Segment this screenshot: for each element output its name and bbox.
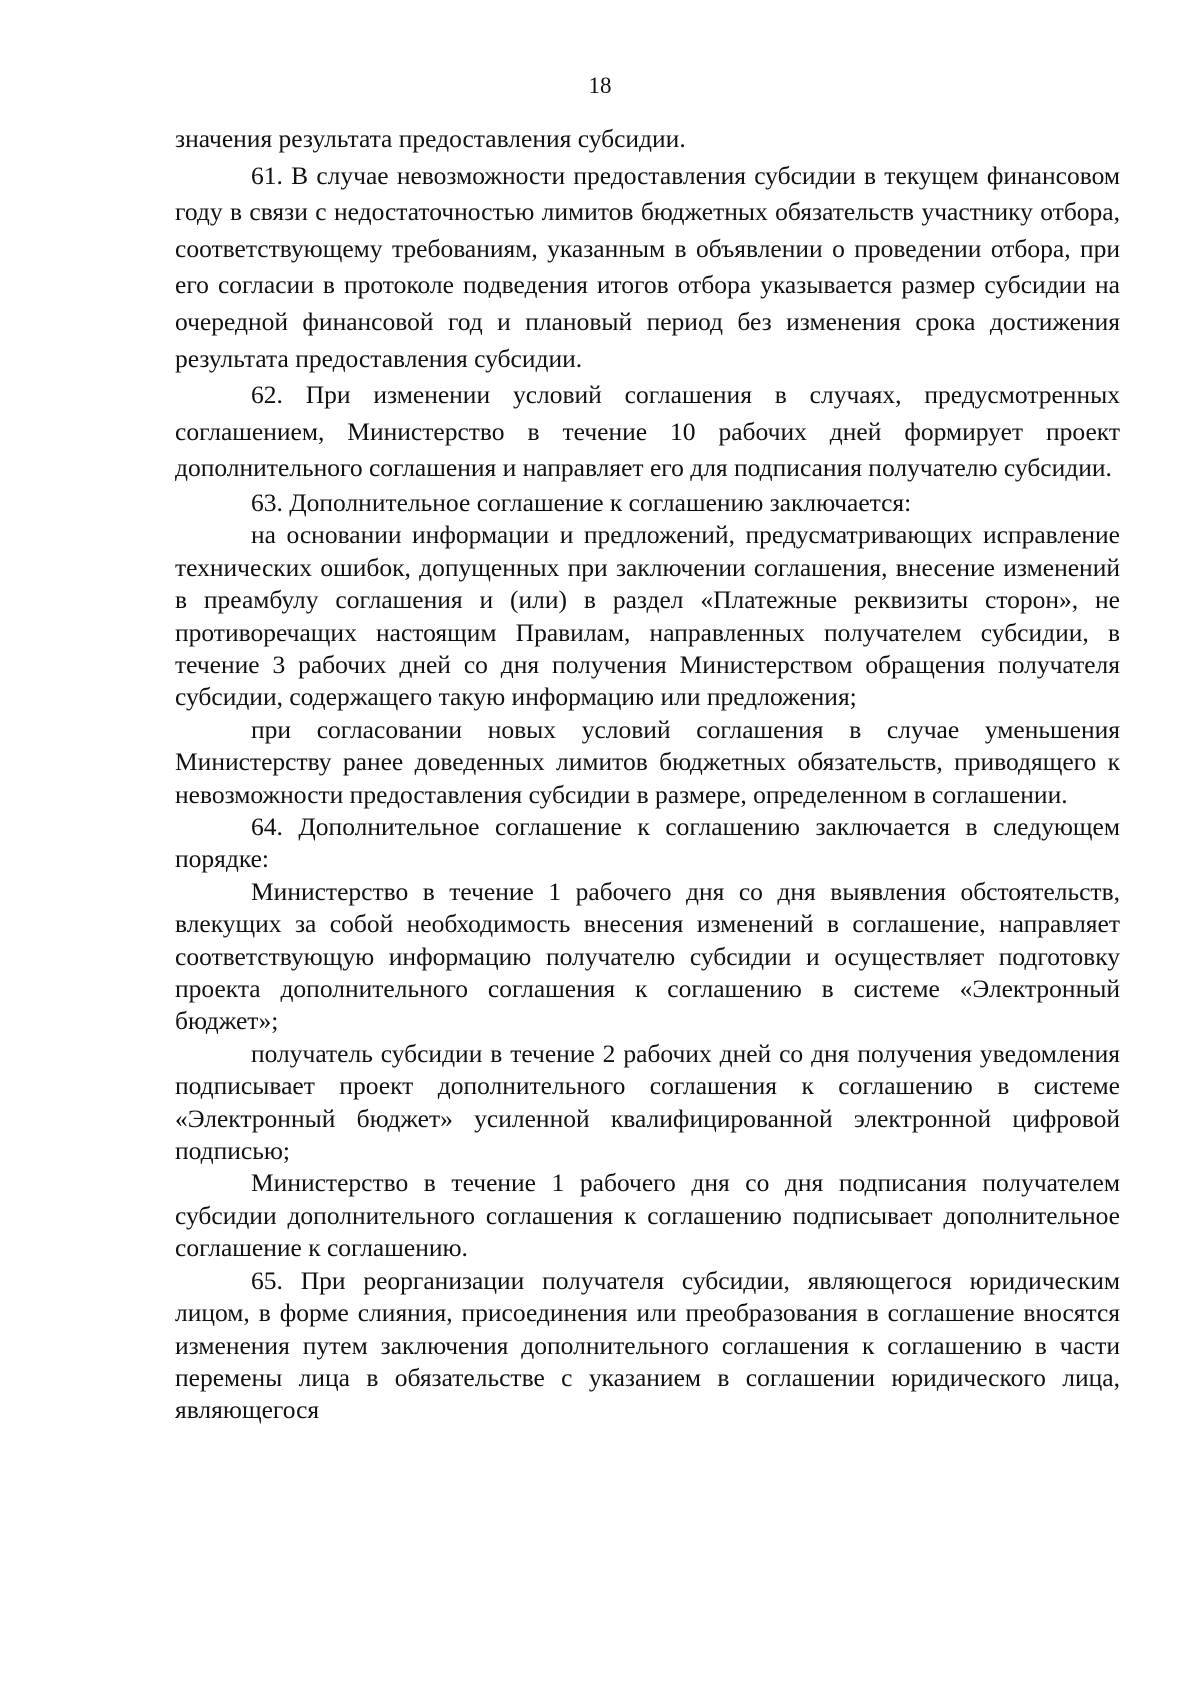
- page-number: 18: [588, 73, 612, 98]
- document-body: [175, 121, 1120, 1427]
- paragraph-64-item-1: Министерство в течение 1 рабочего дня со дня выявления обстоятельств, влекущих за собой необходимость внесения изменений в соглашение, направляет соответствующую информацию получателю субсидии и осуществляет подготовку проекта дополнительного соглашения к соглашению в системе «Электронный бюджет»;: [175, 876, 1120, 1036]
- paragraph-64: 64. Дополнительное соглашение к соглашению заключается в следующем порядке:: [175, 812, 1120, 874]
- paragraph-63-item-1: на основании информации и предложений, предусматривающих исправление технических ошибок, допущенных при заключении соглашения, внесение изменений в преамбулу соглашения и (или) в раздел «Платежные реквизиты сторон», не противоречащих настоящим Правилам, направленных получателем субсидии, в течение 3 рабочих дней со дня получения Министерством обращения получателя субсидии, содержащего такую информацию или предложения;: [175, 520, 1120, 712]
- paragraph-65: 65. При реорганизации получателя субсидии, являющегося юридическим лицом, в форме слияния, присоединения или преобразования в соглашение вносятся изменения путем заключения дополнительного соглашения к соглашению в части перемены лица в обязательстве с указанием в соглашении юридического лица, являющегося: [175, 1265, 1120, 1425]
- paragraph-63-item-2: при согласовании новых условий соглашения в случае уменьшения Министерству ранее доведенных лимитов бюджетных обязательств, приводящего к невозможности предоставления субсидии в размере, определенном в соглашении.: [175, 714, 1120, 809]
- paragraph-62: 62. При изменении условий соглашения в случаях, предусмотренных соглашением, Министерство в течение 10 рабочих дней формирует проект дополнительного соглашения и направляет его для подписания получателю субсидии.: [175, 380, 1120, 483]
- paragraph-61: 61. В случае невозможности предоставления субсидии в текущем финансовом году в связи с недостаточностью лимитов бюджетных обязательств участнику отбора, соответствующему требованиям, указанным в объявлении о проведении отбора, при его согласии в протоколе подведения итогов отбора указывается размер субсидии на очередной финансовой год и плановый период без изменения срока достижения результата предоставления субсидии.: [175, 160, 1120, 373]
- paragraph-continuation: значения результата предоставления субсидии.: [175, 124, 686, 153]
- paragraph-64-item-2: получатель субсидии в течение 2 рабочих дней со дня получения уведомления подписывает проект дополнительного соглашения к соглашению в системе «Электронный бюджет» усиленной квалифицированной электронной цифровой подписью;: [175, 1038, 1120, 1166]
- paragraph-64-item-3: Министерство в течение 1 рабочего дня со дня подписания получателем субсидии дополнительного соглашения к соглашению подписывает дополнительное соглашение к соглашению.: [175, 1168, 1120, 1263]
- paragraph-63: 63. Дополнительное соглашение к соглашению заключается:: [251, 487, 912, 517]
